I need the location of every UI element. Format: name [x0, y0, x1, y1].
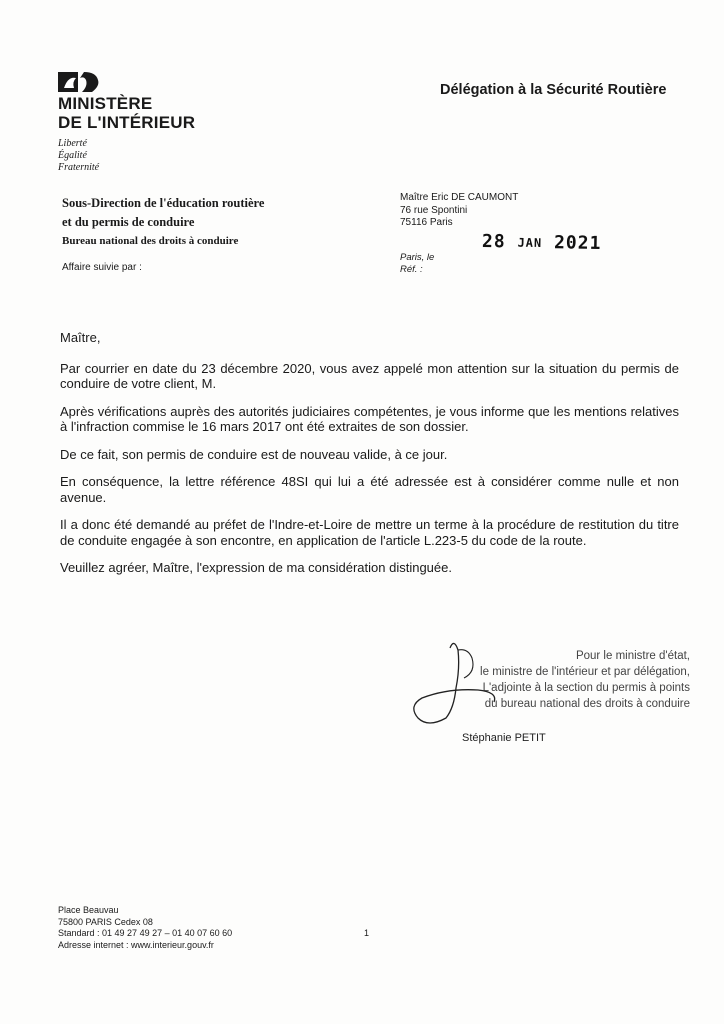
paragraph: Il a donc été demandé au préfet de l'Indre-et-Loire de mettre un terme à la procédure de restitution du titre de conduite engagée à son encontre, en application de l'article L.223-5 du code de la route. — [60, 517, 679, 548]
paragraph: En conséquence, la lettre référence 48SI qui lui a été adressée est à considérer comme nulle et non avenue. — [60, 474, 679, 505]
handwritten-signature — [398, 628, 558, 728]
ministry-name: MINISTÈRE DE L'INTÉRIEUR — [58, 94, 196, 132]
letter-body — [60, 330, 679, 588]
signature-block: Pour le ministre d'état, le ministre de l'intérieur et par délégation, L'adjointe à la section du permis à points du bureau national des droits à conduire — [480, 650, 690, 710]
recipient-address: Maître Eric DE CAUMONT 76 rue Spontini 75116 Paris — [400, 192, 519, 228]
footer-address: Place Beauvau 75800 PARIS Cedex 08 Standard : 01 49 27 49 27 – 01 40 07 60 60 Adresse internet : www.interieur.gouv.fr — [58, 905, 233, 950]
salutation: Maître, — [60, 330, 101, 345]
republic-motto: Liberté Égalité Fraternité — [58, 138, 100, 173]
place-and-reference: Paris, le Réf. : — [400, 252, 435, 275]
sender-department: Sous-Direction de l'éducation routière et du permis de conduire Bureau national des droits à conduire — [62, 196, 265, 247]
paragraph: Veuillez agréer, Maître, l'expression de ma considération distinguée. — [60, 560, 452, 575]
paragraph: De ce fait, son permis de conduire est de nouveau valide, à ce jour. — [60, 446, 448, 462]
delegation-title: Délégation à la Sécurité Routière — [440, 82, 667, 98]
paragraph: Par courrier en date du 23 décembre 2020, vous avez appelé mon attention sur la situation du permis de conduire de votre client, M. — [60, 360, 679, 391]
signatory-name: Stéphanie PETIT — [462, 732, 546, 744]
date-stamp: 28 JAN 2021 — [481, 230, 602, 255]
affaire-suivie: Affaire suivie par : — [62, 262, 142, 273]
marianne-logo-icon — [58, 70, 102, 92]
page-number: 1 — [364, 928, 370, 938]
paragraph: Après vérifications auprès des autorités judiciaires compétentes, je vous informe que les mentions relatives à l'infraction commise le 16 mars 2017 ont été extraites de son dossier. — [60, 403, 679, 434]
